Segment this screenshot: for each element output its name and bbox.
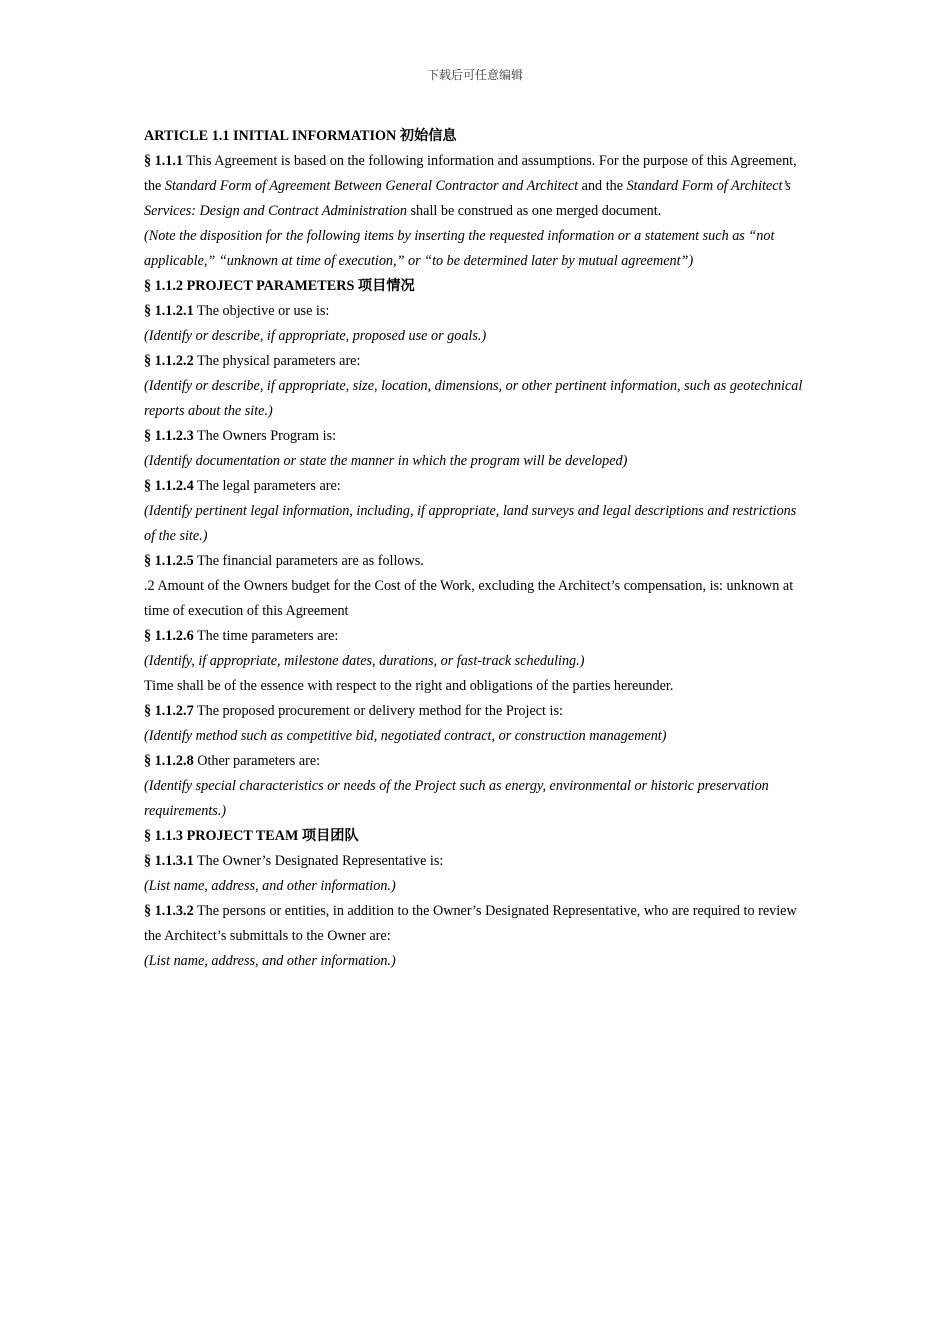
section-text: The legal parameters are: [193,478,341,494]
section-1-1-1 [144,149,808,224]
article-title: ARTICLE 1.1 INITIAL INFORMATION 初始信息 [144,128,457,144]
section-text: This Agreement is based on the following information and assumptions. For the purpose of this Agreement, the [144,153,797,194]
instruction-note: (List name, address, and other information.) [144,878,396,894]
instruction-note: (Note the disposition for the following items by inserting the requested information or a statement such as “not applicable,” “unknown at time of execution,” or “to be determined later by mutual agreement”) [144,228,775,269]
section-text: shall be construed as one merged document. [406,203,662,219]
section-number: § 1.1.2.6 [144,628,194,644]
section-text: The physical parameters are: [193,353,361,369]
section-number: § 1.1.2.7 [144,703,194,719]
section-1-1-3-1 [144,849,808,874]
section-text: The financial parameters are as follows. [193,553,424,569]
section-number: § 1.1.2.5 [144,553,194,569]
section-title-project-parameters: § 1.1.2 PROJECT PARAMETERS 项目情况 [144,278,415,294]
instruction-note: (Identify special characteristics or needs of the Project such as energy, environmental or historic preservation requirements.) [144,778,769,819]
section-1-1-3-2 [144,899,808,949]
section-text: The Owners Program is: [193,428,337,444]
section-text: Other parameters are: [193,753,321,769]
instruction-note: (Identify or describe, if appropriate, proposed use or goals.) [144,328,487,344]
section-text: The Owner’s Designated Representative is: [193,853,444,869]
section-1-1-2-4 [144,474,808,499]
instruction-note: (Identify, if appropriate, milestone dates, durations, or fast-track scheduling.) [144,653,585,669]
section-1-1-2-8 [144,749,808,774]
document-title-agreement: Standard Form of Agreement Between General Contractor and Architect [164,178,579,194]
section-number: § 1.1.2.2 [144,353,194,369]
section-1-1-2-1 [144,299,808,324]
section-text: The persons or entities, in addition to the Owner’s Designated Representative, who are required to review the Architect’s submittals to the Owner are: [144,903,797,944]
instruction-note: (Identify or describe, if appropriate, size, location, dimensions, or other pertinent information, such as geotechnical reports about the site.) [144,378,803,419]
section-number: § 1.1.3.2 [144,903,194,919]
instruction-note: (List name, address, and other information.) [144,953,396,969]
section-1-1-2-6 [144,624,808,649]
document-title-services: Standard Form of Architect’s Services: Design and Contract Administration [144,178,791,219]
section-number: § 1.1.3.1 [144,853,194,869]
section-1-1-2-7 [144,699,808,724]
section-text: The proposed procurement or delivery method for the Project is: [193,703,563,719]
section-number: § 1.1.2.1 [144,303,194,319]
section-1-1-2-5 [144,549,808,574]
section-number: § 1.1.2.3 [144,428,194,444]
page-header: 下载后可任意编辑 [426,68,523,82]
section-number: § 1.1.1 [144,153,184,169]
section-title-project-team: § 1.1.3 PROJECT TEAM 项目团队 [144,828,359,844]
instruction-note: (Identify pertinent legal information, including, if appropriate, land surveys and legal descriptions and restrictions of the site.) [144,503,797,544]
budget-statement: .2 Amount of the Owners budget for the Cost of the Work, excluding the Architect’s compensation, is: unknown at time of execution of this Agreement [144,578,794,619]
instruction-note: (Identify documentation or state the manner in which the program will be developed) [144,453,628,469]
time-essence-statement: Time shall be of the essence with respect to the right and obligations of the parties hereunder. [144,678,674,694]
section-text: The time parameters are: [193,628,339,644]
document-body [144,124,808,974]
section-text: and the [578,178,627,194]
section-1-1-2-2 [144,349,808,374]
section-number: § 1.1.2.8 [144,753,194,769]
section-text: The objective or use is: [193,303,330,319]
section-number: § 1.1.2.4 [144,478,194,494]
section-1-1-2-3 [144,424,808,449]
instruction-note: (Identify method such as competitive bid, negotiated contract, or construction management) [144,728,667,744]
